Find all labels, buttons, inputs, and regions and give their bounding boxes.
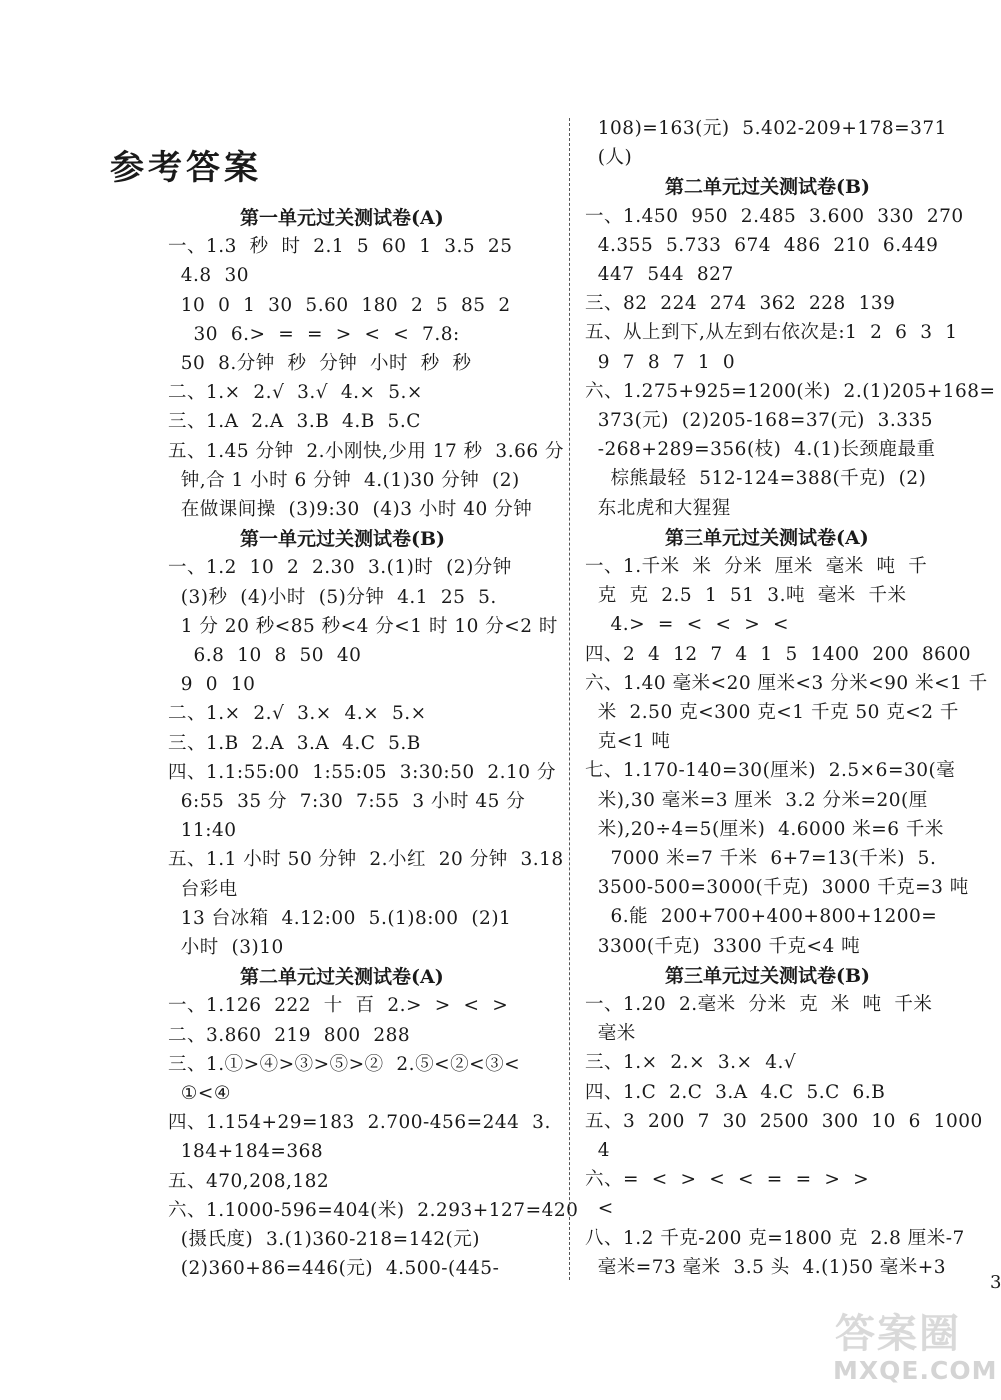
answer-line: 108)=163(元) 5.402-209+178=371 — [585, 118, 947, 139]
answer-line: 米),30 毫米=3 厘米 3.2 分米=20(厘 — [585, 789, 928, 811]
watermark-logo — [825, 1302, 998, 1394]
answer-line: 9 7 8 7 1 0 — [585, 351, 736, 373]
section-heading: 第三单元过关测试卷(B) — [665, 964, 871, 987]
answer-line: 米),20÷4=5(厘米) 4.6000 米=6 千米 — [585, 818, 944, 840]
answer-line: 三、1.B 2.A 3.A 4.C 5.B — [168, 732, 421, 754]
answer-line: 七、1.170-140=30(厘米) 2.5×6=30(毫 — [585, 760, 956, 782]
answer-line: 三、1.× 2.× 3.× 4.√ — [585, 1052, 797, 1074]
answer-line: 在做课间操 (3)9:30 (4)3 小时 40 分钟 — [168, 499, 533, 520]
answer-line: 4.355 5.733 674 486 210 6.449 — [585, 234, 939, 256]
answer-line: 克 克 2.5 1 51 3.吨 毫米 千米 — [585, 585, 907, 607]
answer-line: 五、1.45 分钟 2.小刚快,少用 17 秒 3.66 分 — [168, 440, 565, 462]
answer-line: 克<1 吨 — [585, 731, 671, 753]
answer-line: 三、1.①>④>③>⑤>② 2.⑤<②<③< — [168, 1053, 521, 1075]
answer-line: 3300(千克) 3300 千克<4 吨 — [585, 935, 861, 957]
answer-line: 一、1.20 2.毫米 分米 克 米 吨 千米 — [585, 994, 933, 1015]
section-heading: 第二单元过关测试卷(A) — [240, 966, 444, 989]
answer-line: 9 0 10 — [168, 674, 256, 696]
answer-line: 1 分 20 秒<85 秒<4 分<1 时 10 分<2 时 — [168, 615, 558, 637]
answer-line: ①<④ — [168, 1083, 231, 1104]
section-heading: 第一单元过关测试卷(B) — [240, 528, 446, 551]
answer-line: 三、82 224 274 362 228 139 — [585, 293, 896, 315]
answer-line: 6:55 35 分 7:30 7:55 3 小时 45 分 — [168, 791, 526, 812]
answer-line: 二、3.860 219 800 288 — [168, 1024, 411, 1046]
answer-line: 棕熊最轻 512-124=388(千克) (2) — [585, 468, 927, 490]
answer-line: 五、从上到下,从左到右依次是:1 2 6 3 1 — [585, 322, 958, 344]
answer-line: 6.能 200+700+400+800+1200= — [585, 906, 938, 928]
answer-line: 米 2.50 克<300 克<1 千克 50 克<2 千 — [585, 702, 959, 723]
watermark-text-bottom: MXQE.COM — [833, 1356, 998, 1385]
answer-line: 六、1.1000-596=404(米) 2.293+127=420 — [168, 1199, 579, 1221]
answer-line: 六、= < > < < = = > > — [585, 1169, 870, 1191]
answer-line: 6.8 10 8 50 40 — [168, 645, 362, 666]
answer-line: 二、1.× 2.√ 3.√ 4.× 5.× — [168, 382, 423, 404]
answer-line: 3500-500=3000(千克) 3000 千克=3 吨 — [585, 877, 969, 899]
answer-line: -268+289=356(枝) 4.(1)长颈鹿最重 — [585, 439, 936, 461]
answer-line: 毫米 — [585, 1023, 636, 1045]
page-number: 3 — [990, 1272, 1001, 1293]
answer-line: 4 — [585, 1140, 611, 1161]
answer-line: (人) — [585, 147, 633, 169]
answer-line: 4.8 30 — [168, 265, 249, 287]
answer-line: 四、1.154+29=183 2.700-456=244 3. — [168, 1112, 551, 1134]
answer-line: (2)360+86=446(元) 4.500-(445- — [168, 1258, 500, 1280]
answer-line: 四、1.1:55:00 1:55:05 3:30:50 2.10 分 — [168, 761, 556, 783]
answer-line: 毫米=73 毫米 3.5 头 4.(1)50 毫米+3 — [585, 1256, 947, 1278]
answer-line: 10 0 1 30 5.60 180 2 5 85 2 — [168, 294, 511, 316]
answer-line: 钟,合 1 小时 6 分钟 4.(1)30 分钟 (2) — [168, 469, 520, 491]
answer-line: 台彩电 — [168, 878, 238, 900]
section-heading: 第二单元过关测试卷(B) — [665, 176, 871, 199]
answer-line: 四、1.C 2.C 3.A 4.C 5.C 6.B — [585, 1081, 886, 1103]
answer-line: 六、1.275+925=1200(米) 2.(1)205+168= — [585, 380, 996, 402]
answer-line: 八、1.2 千克-200 克=1800 克 2.8 厘米-7 — [585, 1227, 965, 1249]
answer-line: 一、1.126 222 十 百 2.> > < > — [168, 995, 509, 1017]
answer-line: 一、1.450 950 2.485 3.600 330 270 — [585, 205, 964, 227]
answer-line: 一、1.3 秒 时 2.1 5 60 1 3.5 25 — [168, 236, 513, 258]
answer-line: 184+184=368 — [168, 1141, 324, 1163]
answer-line: 五、3 200 7 30 2500 300 10 6 1000 — [585, 1110, 983, 1132]
answer-line: 30 6.> = = > < < 7.8: — [168, 323, 460, 345]
column-divider — [569, 118, 570, 1280]
answer-line: 7000 米=7 千米 6+7=13(千米) 5. — [585, 848, 937, 869]
section-heading: 第一单元过关测试卷(A) — [240, 207, 444, 229]
answer-line: 二、1.× 2.√ 3.× 4.× 5.× — [168, 703, 427, 725]
answer-line: 五、470,208,182 — [168, 1170, 330, 1192]
answer-line: < — [585, 1198, 614, 1220]
answer-line: 13 台冰箱 4.12:00 5.(1)8:00 (2)1 — [168, 907, 512, 929]
answer-line: 50 8.分钟 秒 分钟 小时 秒 秒 — [168, 353, 472, 374]
page-title: 参考答案 — [110, 148, 262, 188]
watermark-text-top: 答案圈 — [835, 1311, 961, 1357]
answer-line: (3)秒 (4)小时 (5)分钟 4.1 25 5. — [168, 586, 497, 608]
answer-line: 447 544 827 — [585, 264, 734, 285]
answer-line: 11:40 — [168, 820, 237, 842]
answer-line: 一、1.2 10 2 2.30 3.(1)时 (2)分钟 — [168, 557, 512, 579]
answer-line: 373(元) (2)205-168=37(元) 3.335 — [585, 410, 934, 431]
answer-line: 一、1.千米 米 分米 厘米 毫米 吨 千 — [585, 556, 928, 577]
answer-line: 东北虎和大猩猩 — [585, 497, 731, 519]
answer-line: 六、1.40 毫米<20 厘米<3 分米<90 米<1 千 — [585, 672, 988, 694]
answer-line: 三、1.A 2.A 3.B 4.B 5.C — [168, 411, 421, 433]
answer-line: 五、1.1 小时 50 分钟 2.小红 20 分钟 3.18 — [168, 849, 564, 871]
answer-line: 四、2 4 12 7 4 1 5 1400 200 8600 — [585, 643, 971, 665]
answer-line: 小时 (3)10 — [168, 937, 284, 958]
answer-line: (摄氏度) 3.(1)360-218=142(元) — [168, 1229, 480, 1250]
section-heading: 第三单元过关测试卷(A) — [665, 526, 869, 549]
answer-line: 4.> = < < > < — [585, 614, 789, 636]
